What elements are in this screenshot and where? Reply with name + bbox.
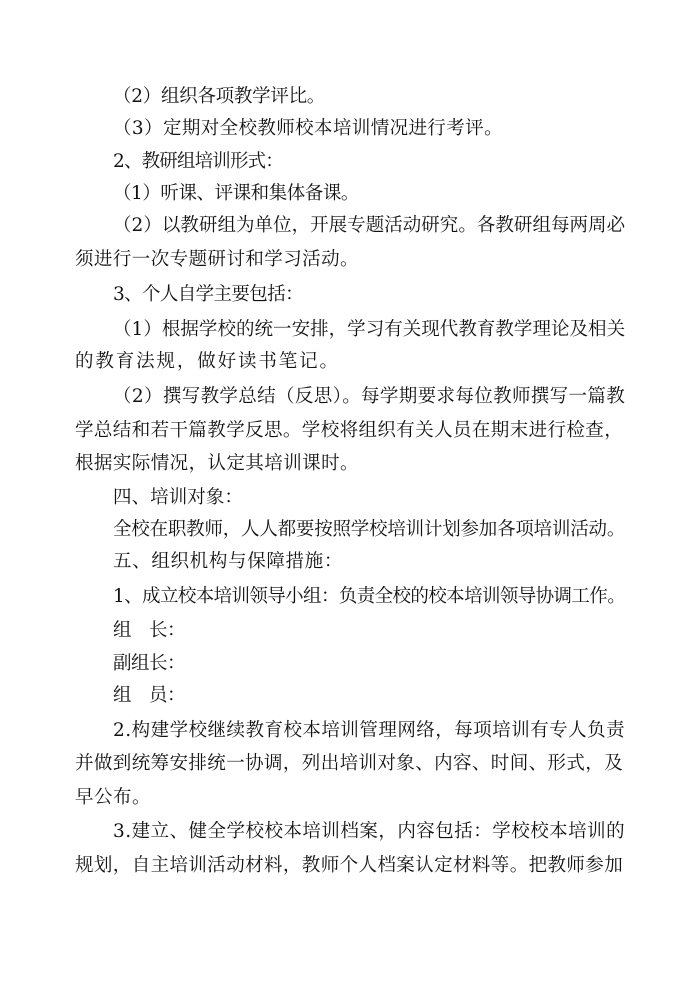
text-line-9: 的教育法规，做好读书笔记。 (75, 351, 340, 372)
text-line-14: 全校在职教师，人人都要按照学校培训计划参加各项培训活动。 (113, 519, 626, 540)
text-line-1: （2）组织各项教学评比。 (113, 86, 326, 107)
text-line-16: 1、成立校本培训领导小组：负责全校的校本培训领导协调工作。 (113, 586, 626, 607)
text-line-11: 学总结和若干篇教学反思。学校将组织有关人员在期末进行检查， (75, 420, 624, 441)
text-line-10: （2）撰写教学总结（反思）。每学期要求每位教师撰写一篇教 (113, 386, 626, 407)
text-line-13: 四、培训对象： (113, 487, 243, 508)
text-line-5: （2）以教研组为单位，开展专题活动研究。各教研组每两周必 (113, 215, 626, 236)
text-line-17: 组 长： (113, 620, 186, 641)
text-line-15: 五、组织机构与保障措施： (113, 551, 344, 572)
text-line-7: 3、个人自学主要包括： (113, 284, 303, 305)
text-line-20: 2.构建学校继续教育校本培训管理网络，每项培训有专人负责 (113, 720, 626, 741)
text-line-8: （1）根据学校的统一安排，学习有关现代教育教学理论及相关 (113, 319, 626, 340)
text-line-6: 须进行一次专题研讨和学习活动。 (75, 249, 359, 270)
text-line-21: 并做到统筹安排统一协调，列出培训对象、内容、时间、形式，及 (75, 753, 624, 774)
text-line-4: （1）听课、评课和集体备课。 (113, 183, 359, 204)
text-line-19: 组 员： (113, 685, 186, 706)
text-line-23: 3.建立、健全学校校本培训档案，内容包括：学校校本培训的 (113, 821, 626, 842)
text-line-12: 根据实际情况，认定其培训课时。 (75, 453, 359, 474)
text-line-24: 规划，自主培训活动材料，教师个人档案认定材料等。把教师参加 (75, 855, 624, 876)
text-line-2: （3）定期对全校教师校本培训情况进行考评。 (113, 118, 503, 139)
text-line-22: 早公布。 (75, 787, 152, 808)
text-line-3: 2、教研组培训形式： (113, 151, 283, 172)
text-line-18: 副组长： (113, 653, 186, 674)
